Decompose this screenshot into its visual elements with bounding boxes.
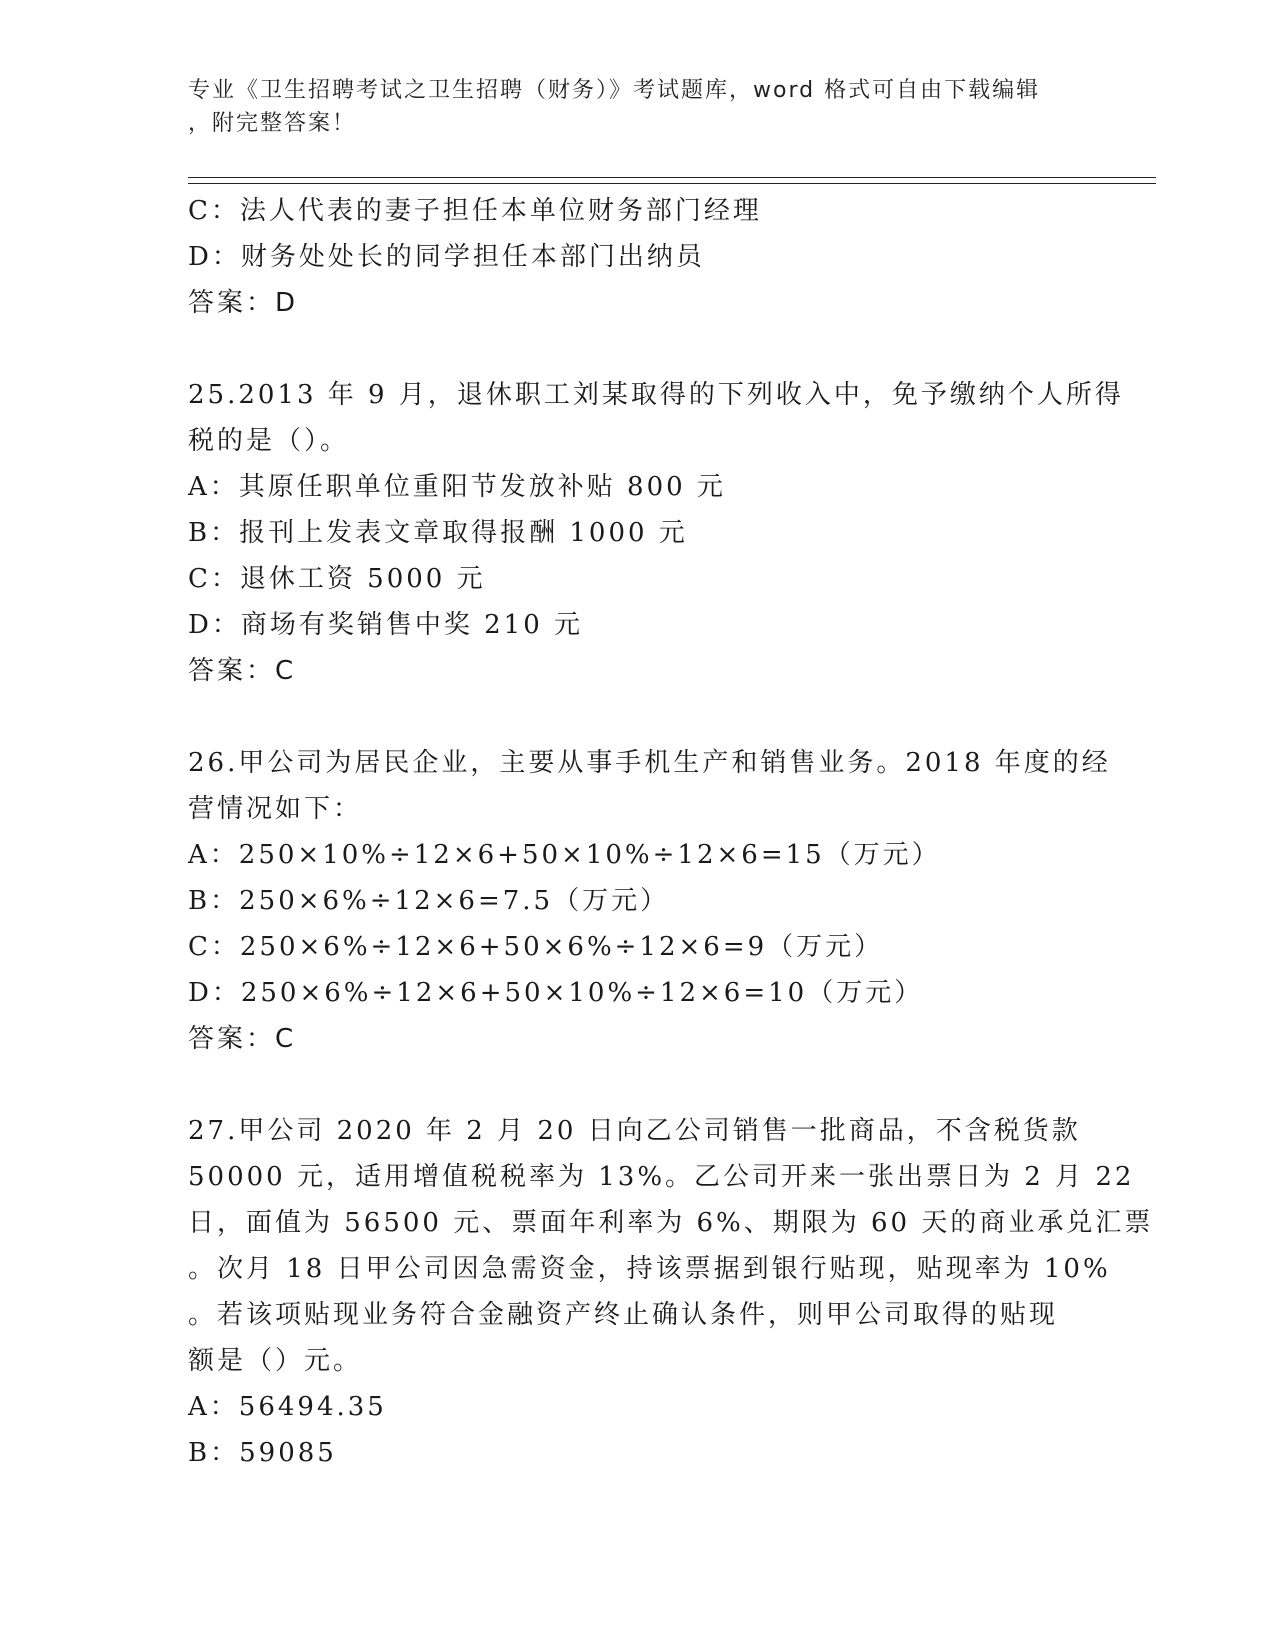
answer: 答案：C [188,656,297,686]
option-d: D：250×6%÷12×6+50×10%÷12×6=10（万元） [188,978,924,1008]
question-stem: 。若该项贴现业务符合金融资产终止确认条件，则甲公司取得的贴现 [188,1300,1059,1330]
option-d: D：商场有奖销售中奖 210 元 [188,610,584,640]
spacer [188,1062,1088,1108]
question-stem: 税的是（）。 [188,426,350,456]
question-26 [188,740,1111,1062]
question-stem: 日，面值为 56500 元、票面年利率为 6%、期限为 60 天的商业承兑汇票 [188,1208,1154,1238]
question-27 [188,1108,1154,1476]
question-stem: 50000 元，适用增值税税率为 13%。乙公司开来一张出票日为 2 月 22 [188,1162,1135,1192]
option-b: B：250×6%÷12×6=7.5（万元） [188,886,670,916]
option-b: B：59085 [188,1438,337,1468]
question-stem: 。次月 18 日甲公司因急需资金，持该票据到银行贴现，贴现率为 10% [188,1254,1111,1284]
option-c: C：250×6%÷12×6+50×6%÷12×6=9（万元） [188,932,884,962]
header-divider-top [188,177,1156,178]
question-stem: 额是（）元。 [188,1346,363,1376]
spacer [188,326,1088,372]
option-c: C：法人代表的妻子担任本单位财务部门经理 [188,196,762,226]
option-a: A：56494.35 [188,1392,387,1422]
option-d: D：财务处处长的同学担任本部门出纳员 [188,242,705,272]
option-a: A：其原任职单位重阳节发放补贴 800 元 [188,472,726,502]
spacer [188,694,1088,740]
option-a: A：250×10%÷12×6+50×10%÷12×6=15（万元） [188,840,941,870]
question-25 [188,372,1124,694]
header-line-1: 专业《卫生招聘考试之卫生招聘（财务）》考试题库，word 格式可自由下载编辑 [188,78,1041,103]
answer: 答案：C [188,1024,297,1054]
question-stem: 26.甲公司为居民企业，主要从事手机生产和销售业务。2018 年度的经 [188,748,1111,778]
question-content [188,188,1154,1476]
answer: 答案：D [188,288,299,318]
option-b: B：报刊上发表文章取得报酬 1000 元 [188,518,688,548]
header-line-2: ，附完整答案！ [188,111,357,136]
document-header [188,74,1088,140]
header-divider-bottom [188,183,1156,184]
question-24-continued [188,188,1088,326]
question-stem: 25.2013 年 9 月，退休职工刘某取得的下列收入中，免予缴纳个人所得 [188,380,1124,410]
question-stem: 27.甲公司 2020 年 2 月 20 日向乙公司销售一批商品，不含税货款 [188,1116,1081,1146]
question-stem: 营情况如下： [188,794,363,824]
option-c: C：退休工资 5000 元 [188,564,486,594]
